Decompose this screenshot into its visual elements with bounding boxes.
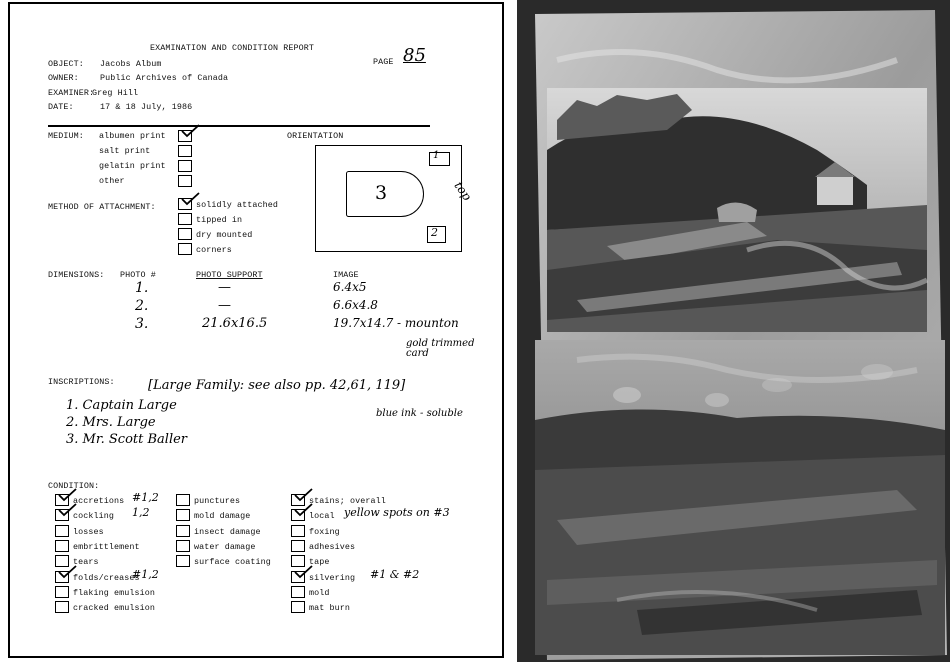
attachment-label: METHOD OF ATTACHMENT: — [48, 202, 156, 212]
condition-label-text: tape — [309, 557, 330, 568]
dimension-support-value: 21.6x16.5 — [202, 316, 268, 331]
condition-note: #1,2 — [132, 567, 159, 581]
medium-option-checkbox[interactable] — [178, 175, 192, 187]
dimension-image-value: 19.7x14.7 - mounton — [333, 316, 459, 330]
condition-checkbox[interactable] — [55, 525, 69, 537]
album-page-photograph — [517, 0, 950, 662]
dimension-image-value: 6.6x4.8 — [333, 298, 378, 312]
attachment-option-label: tipped in — [196, 215, 243, 225]
attachment-option-checkbox[interactable] — [178, 243, 192, 255]
image-header: IMAGE — [333, 270, 359, 280]
condition-checkbox[interactable] — [176, 540, 190, 552]
condition-note: #1,2 — [132, 491, 159, 504]
examiner-value: Greg Hill — [92, 88, 139, 98]
owner-value: Public Archives of Canada — [100, 73, 229, 83]
attachment-option-label: solidly attached — [196, 200, 279, 210]
dimension-image-value: 6.4x5 — [333, 280, 367, 294]
condition-label-text: mold — [309, 587, 330, 598]
condition-label-text: insect damage — [194, 526, 261, 537]
inscription-line: 2. Mrs. Large — [66, 415, 156, 430]
condition-label-text: folds/creases — [73, 572, 140, 583]
condition-label-text: surface coating — [194, 557, 271, 568]
dimension-support-value: — — [218, 298, 231, 313]
dimensions-label: DIMENSIONS: — [48, 270, 105, 280]
condition-label-text: mat burn — [309, 603, 351, 614]
orientation-center-number: 3 — [375, 182, 388, 204]
condition-label-text: flaking emulsion — [73, 587, 156, 598]
page-label: PAGE — [373, 57, 394, 67]
condition-checkbox[interactable] — [291, 586, 305, 598]
album-page-image — [517, 0, 950, 662]
condition-checkbox[interactable] — [55, 586, 69, 598]
condition-checkbox[interactable] — [176, 555, 190, 567]
orientation-label: ORIENTATION — [287, 131, 344, 141]
condition-label-text: embrittlement — [73, 541, 140, 552]
condition-label-text: silvering — [309, 572, 356, 583]
condition-note: yellow spots on #3 — [344, 506, 450, 520]
condition-label-text: local — [309, 511, 335, 522]
medium-option-label: albumen print — [99, 131, 166, 141]
check-mark-icon — [180, 124, 200, 138]
orientation-top-mark-box — [429, 152, 450, 166]
dimensions-note: gold trimmed card — [406, 338, 475, 359]
inscription-line: 1. Captain Large — [66, 398, 177, 413]
condition-checkbox[interactable] — [55, 601, 69, 613]
date-label: DATE: — [48, 102, 74, 112]
dimension-support-value: — — [218, 280, 231, 295]
attachment-option-label: dry mounted — [196, 230, 253, 240]
photo-support-header: PHOTO SUPPORT — [196, 270, 263, 280]
condition-checkbox[interactable] — [291, 571, 305, 583]
medium-option-checkbox[interactable] — [178, 145, 192, 157]
object-label: OBJECT: — [48, 59, 84, 69]
medium-option-label: salt print — [99, 146, 151, 156]
condition-checkbox[interactable] — [55, 571, 69, 583]
medium-option-label: gelatin print — [99, 161, 166, 171]
condition-checkbox[interactable] — [291, 601, 305, 613]
attachment-option-checkbox[interactable] — [178, 213, 192, 225]
condition-checkbox[interactable] — [176, 509, 190, 521]
medium-option-checkbox[interactable] — [178, 160, 192, 172]
condition-label-text: tears — [73, 557, 99, 568]
medium-label: MEDIUM: — [48, 131, 84, 141]
orientation-photo-outline — [346, 171, 424, 217]
medium-option-checkbox[interactable] — [178, 130, 192, 142]
condition-label-text: losses — [73, 526, 104, 537]
inscription-line: 3. Mr. Scott Baller — [66, 432, 188, 447]
top-photo — [547, 88, 927, 332]
report-title: EXAMINATION AND CONDITION REPORT — [150, 43, 315, 53]
dimension-photo-number: 2. — [135, 298, 149, 314]
condition-checkbox[interactable] — [176, 525, 190, 537]
condition-note: #1 & #2 — [370, 567, 420, 581]
date-value: 17 & 18 July, 1986 — [100, 102, 193, 112]
condition-checkbox[interactable] — [291, 540, 305, 552]
condition-label-text: punctures — [194, 496, 241, 506]
orientation-top-mark: 1 — [433, 150, 440, 161]
condition-label-text: stains; overall — [309, 496, 386, 506]
header-divider — [48, 125, 430, 127]
photo-number-header: PHOTO # — [120, 270, 156, 280]
condition-label-text: adhesives — [309, 541, 356, 552]
dimension-photo-number: 1. — [135, 280, 149, 296]
condition-label-text: accretions — [73, 496, 125, 506]
condition-label-text: water damage — [194, 541, 256, 552]
condition-checkbox[interactable] — [176, 494, 190, 506]
orientation-diagram — [315, 145, 462, 252]
examiner-label: EXAMINER: — [48, 88, 95, 98]
condition-checkbox[interactable] — [55, 509, 69, 521]
condition-label-text: mold damage — [194, 511, 251, 522]
orientation-side-note: top — [451, 178, 475, 204]
owner-label: OWNER: — [48, 73, 79, 83]
condition-label-text: cockling — [73, 511, 115, 522]
condition-label-text: foxing — [309, 526, 340, 537]
object-value: Jacobs Album — [100, 59, 162, 69]
inscriptions-note: [Large Family: see also pp. 42,61, 119] — [148, 378, 406, 393]
attachment-option-label: corners — [196, 245, 232, 255]
bottom-photo — [535, 340, 945, 655]
orientation-bottom-mark-box — [427, 226, 446, 243]
attachment-option-checkbox[interactable] — [178, 198, 192, 210]
ink-note: blue ink - soluble — [376, 408, 463, 419]
attachment-option-checkbox[interactable] — [178, 228, 192, 240]
condition-report-form — [8, 2, 504, 658]
condition-checkbox[interactable] — [291, 509, 305, 521]
orientation-bottom-mark: 2 — [431, 226, 438, 239]
condition-checkbox[interactable] — [291, 525, 305, 537]
page-number: 85 — [403, 45, 426, 66]
condition-checkbox[interactable] — [55, 540, 69, 552]
condition-label: CONDITION: — [48, 481, 100, 491]
inscriptions-label: INSCRIPTIONS: — [48, 377, 115, 387]
condition-note: 1,2 — [132, 506, 150, 520]
dimension-photo-number: 3. — [135, 316, 149, 332]
condition-label-text: cracked emulsion — [73, 603, 156, 614]
medium-option-label: other — [99, 176, 125, 186]
